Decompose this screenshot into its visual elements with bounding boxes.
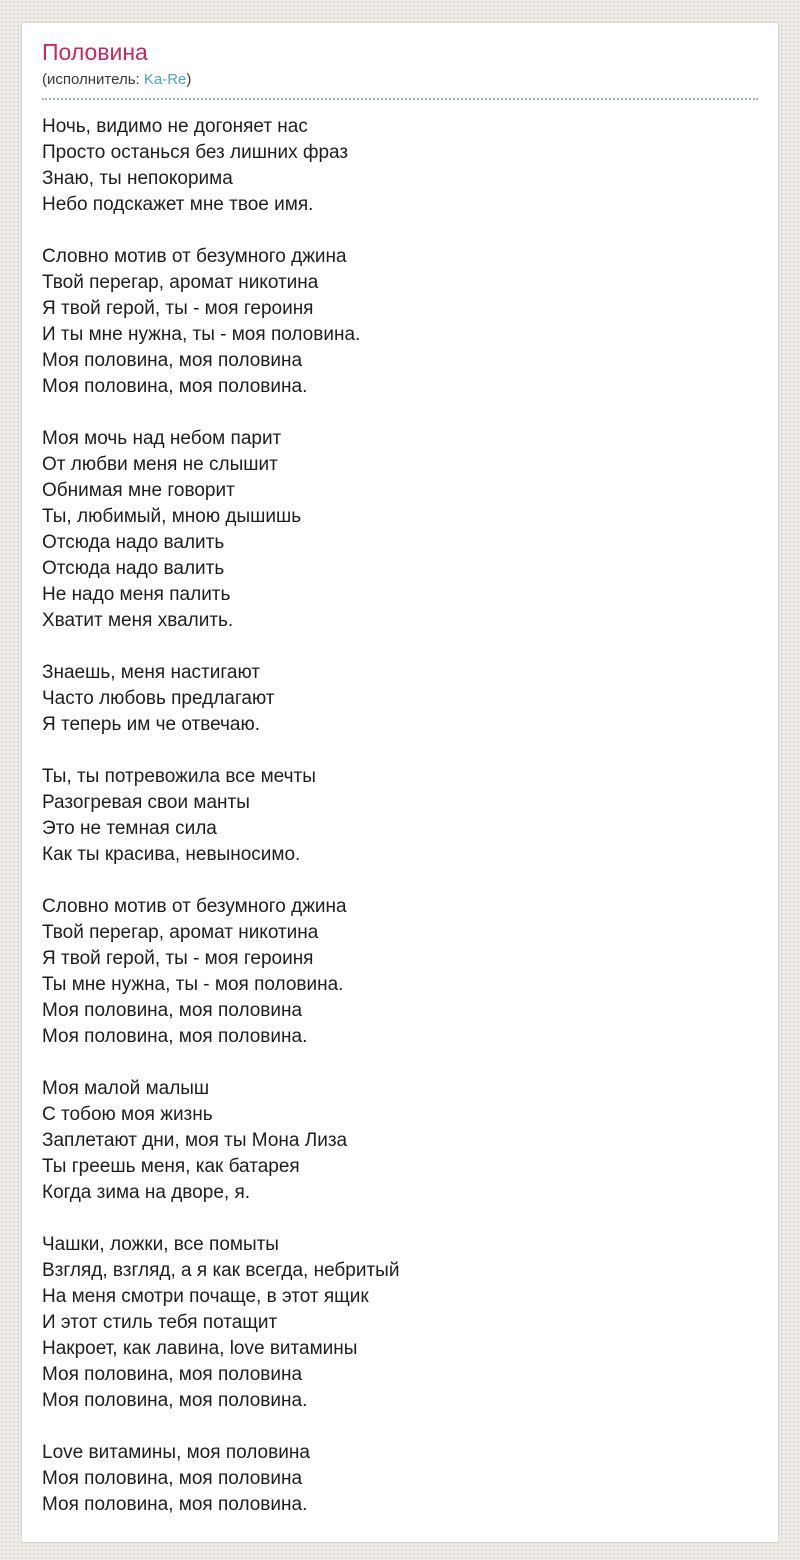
artist-line <box>42 71 758 100</box>
lyrics-stanza: Чашки, ложки, все помыты Взгляд, взгляд, а я как всегда, небритый На меня смотри почаще, в этот ящик И этот стиль тебя потащит Накроет, как лавина, love витамины Моя половина, моя половина Моя половина, моя половина. <box>42 1234 400 1412</box>
lyrics-stanza: Ночь, видимо не догоняет нас Просто останься без лишних фраз Знаю, ты непокорима Небо подскажет мне твое имя. <box>42 116 349 216</box>
artist-suffix: ) <box>186 71 192 89</box>
lyrics-card <box>21 22 779 1543</box>
song-title: Половина <box>42 39 148 65</box>
lyrics-stanza: Love витамины, моя половина Моя половина, моя половина Моя половина, моя половина. <box>42 1442 310 1516</box>
lyrics-text <box>42 114 758 1518</box>
artist-prefix: (исполнитель: <box>42 71 144 89</box>
lyrics-stanza: Ты, ты потревожила все мечты Разогревая свои манты Это не темная сила Как ты красива, невыносимо. <box>42 766 316 866</box>
lyrics-stanza: Знаешь, меня настигают Часто любовь предлагают Я теперь им че отвечаю. <box>42 662 275 736</box>
artist-link[interactable]: Ka-Re <box>143 71 187 89</box>
lyrics-stanza: Словно мотив от безумного джина Твой перегар, аромат никотина Я твой герой, ты - моя героиня Ты мне нужна, ты - моя половина. Моя половина, моя половина Моя половина, моя половина. <box>42 896 347 1048</box>
lyrics-stanza: Моя мочь над небом парит От любви меня не слышит Обнимая мне говорит Ты, любимый, мною дышишь Отсюда надо валить Отсюда надо валить Не надо меня палить Хватит меня хвалить. <box>42 428 302 632</box>
lyrics-stanza: Словно мотив от безумного джина Твой перегар, аромат никотина Я твой герой, ты - моя героиня И ты мне нужна, ты - моя половина. Моя половина, моя половина Моя половина, моя половина. <box>42 246 361 398</box>
lyrics-stanza: Моя малой малыш С тобою моя жизнь Заплетают дни, моя ты Мона Лиза Ты греешь меня, как батарея Когда зима на дворе, я. <box>42 1078 348 1204</box>
